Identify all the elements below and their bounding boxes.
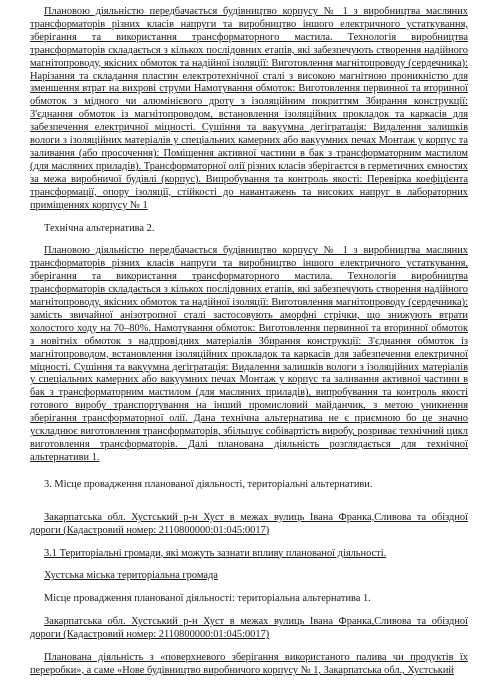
community-name: Хустська міська територіальна громада — [44, 570, 218, 582]
territorial-alternative-heading: Місце провадження планованої діяльності: територіальна альтернатива 1. — [44, 593, 371, 605]
paragraph-alternative-1-description: Плановою діяльністю передбачається будівництво корпусу № 1 з виробництва масляних трансформаторів різних класів напруги та виробництво іншого електричного устаткування, зберігання та використання трансформаторного мастила. Технологія виробництва трансформаторів складається з кількох послідовних етапів, які забезпечують створення надійного магнітопроводу, якісних обмоток та надійної ізоляції: Виготовлення магнітопроводу (сердечника): Нарізання та складання пластин електротехнічної сталі з високою магнітною проникністю для зменшення втрат на вихрові струми Намотування обмоток: Виготовлення первинної та вторинної обмоток з мідного чи алюмінієвого дроту з ізоляційним покриттям Збирання конструкції: З'єднання обмоток із магнітопроводом, встановлення ізоляційних прокладок та каркасів для забезпечення електричної міцності. Сушіння та вакуумна дегігратація: Видалення залишків вологи з ізоляційних матеріалів у спеціальних камерних або вакуумних печах Монтаж у корпус та заливання (або просочення): Поміщення активної частини в бак з трансформаторним мастилом (для масляних приладів). Трансформаторної олії різних класів зберігаєтся в герметичних ємностях за межа виробничої будівлі (корпус). Випробування та контроль якості: Перевірка коефіцієнта трансформації, опору ізоляції, стійкості до навантажень та високих напруг в лабораторних приміщеннях корпусу № 1 — [30, 6, 468, 211]
section-3-1-heading: 3.1 Територіальні громади, які можуть зазнати впливу планованої діяльності. — [44, 547, 387, 559]
heading-technical-alternative-2: Технічна альтернатива 2. — [44, 222, 155, 234]
location-address-repeat: Закарпатська обл. Хустський р-н Хуст в межах вулиць Івана Франка,Сливова та обіздної дороги (Кадастровий номер: 2110800000:01:045:0017) — [30, 616, 468, 641]
paragraph-alternative-2-description: Плановою діяльністю передбачається будівництво корпусу № 1 з виробництва масляних трансформаторів різних класів напруги та виробництво іншого електричного устаткування, зберігання та використання трансформаторного мастила. Технологія виробництва трансформаторів складається з кількох послідовних етапів, які забезпечують створення надійного магнітопроводу, якісних обмоток та надійної ізоляції: Виготовлення магнітопроводу (сердечника): замість звичайної анізотропної сталі застосовують аморфні стрічки, що знижують втрати холостого ходу на 70–80%. Намотування обмоток: Виготовлення первинної та вторинної обмоток з новітніх обмоток з надпровідних матеріалів Збирання конструкції: З'єднання обмоток із магнітопроводом, встановлення ізоляційних прокладок та каркасів для забезпечення електричної міцності. Сушіння та вакуумна дегігратація: Видалення залишків вологи з ізоляційних матеріалів у спеціальних камерних або вакуумних печах Монтаж у корпус та заливання активної частини в бак з трансформаторним мастилом (для масляних приладів), випробування та контроль якості готового виробу транспортування на інший промисловий майданчик, з метою уникнення зберігання трансформаторної олії. Дана технічна альтернатива не є приємною бо це значно ускладнює виготовлення трансформаторів, збільшує собівартість виробу, розриває технічний цикл виготовлення трансформаторів. Далі планована діяльність розглядається для технічної альтернативи 1. — [30, 245, 468, 463]
planned-activity-paragraph: Планована діяльність з «поверхневого зберігання використаного палива чи продуктів їх переробки», а саме «Нове будівництво виробничого корпусу № 1, Закарпатська обл., Хустський — [30, 652, 468, 676]
location-address: Закарпатська обл. Хустський р-н Хуст в межах вулиць Івана Франка,Сливова та обіздної дороги (Кадастровий номер: 2110800000:01:045:0017) — [30, 511, 468, 536]
section-3-heading: 3. Місце провадження планованої діяльності, територіальні альтернативи. — [44, 478, 373, 490]
